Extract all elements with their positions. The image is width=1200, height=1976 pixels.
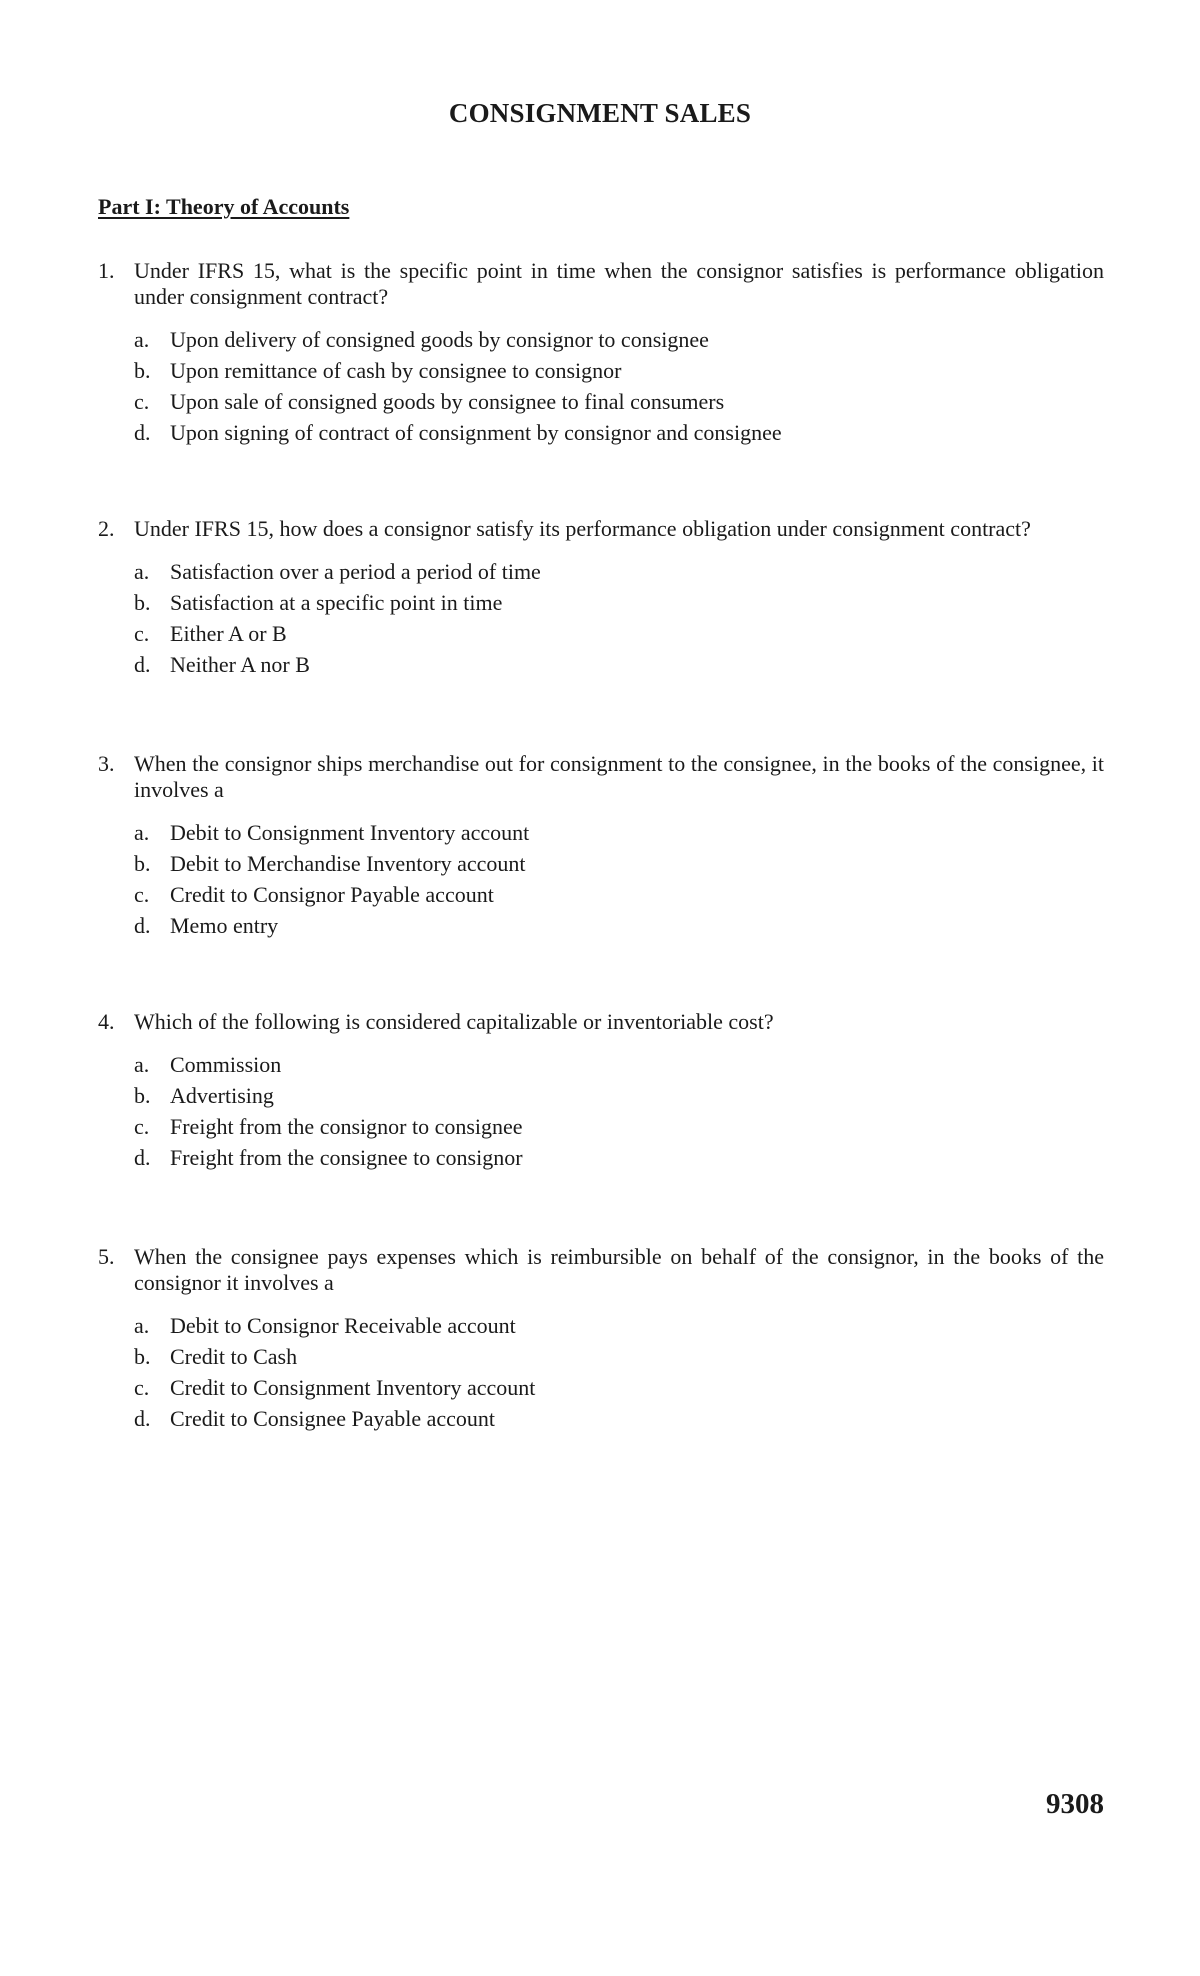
option-letter: b. (134, 851, 151, 876)
option-text: Satisfaction over a period a period of time (170, 559, 541, 584)
option-d (134, 417, 1104, 448)
option-letter: a. (134, 1052, 150, 1077)
answer-options (98, 1310, 1104, 1434)
option-text: Commission (170, 1052, 282, 1077)
option-a (134, 1310, 1104, 1341)
question-text: Under IFRS 15, what is the specific point in time when the consignor satisfies is performance obligation under consignment contract? (134, 258, 1104, 309)
option-text: Credit to Consignment Inventory account (170, 1375, 536, 1400)
question-number: 3. (98, 751, 115, 776)
question-text: When the consignee pays expenses which is reimbursible on behalf of the consignor, in the books of the consignor it involves a (134, 1244, 1104, 1295)
option-letter: d. (134, 913, 151, 938)
option-letter: b. (134, 358, 151, 383)
question-text: Under IFRS 15, how does a consignor satisfy its performance obligation under consignment contract? (134, 516, 1031, 541)
option-letter: a. (134, 327, 150, 352)
question-text: Which of the following is considered capitalizable or inventoriable cost? (134, 1009, 774, 1034)
option-d (134, 1403, 1104, 1434)
option-letter: c. (134, 389, 150, 414)
option-text: Freight from the consignor to consignee (170, 1114, 523, 1139)
part-heading: Part I: Theory of Accounts (98, 194, 350, 219)
option-a (134, 817, 1104, 848)
option-text: Credit to Consignee Payable account (170, 1406, 496, 1431)
option-text: Memo entry (170, 913, 279, 938)
option-letter: c. (134, 621, 150, 646)
option-letter: c. (134, 1114, 150, 1139)
option-letter: a. (134, 820, 150, 845)
option-d (134, 649, 1104, 680)
option-text: Advertising (170, 1083, 274, 1108)
option-text: Credit to Consignor Payable account (170, 882, 494, 907)
option-letter: a. (134, 559, 150, 584)
option-letter: c. (134, 1375, 150, 1400)
option-letter: c. (134, 882, 150, 907)
option-c (134, 1372, 1104, 1403)
option-a (134, 324, 1104, 355)
option-letter: b. (134, 1344, 151, 1369)
option-text: Upon remittance of cash by consignee to consignor (170, 358, 622, 383)
option-text: Debit to Consignor Receivable account (170, 1313, 516, 1338)
option-d (134, 1142, 1104, 1173)
question-5 (98, 1244, 1104, 1434)
question-text: When the consignor ships merchandise out for consignment to the consignee, in the books of the consignee, it involves a (134, 751, 1104, 802)
question-4 (98, 1009, 1104, 1173)
option-letter: d. (134, 1406, 151, 1431)
option-text: Neither A nor B (170, 652, 310, 677)
option-text: Credit to Cash (170, 1344, 298, 1369)
page-number: 9308 (1046, 1788, 1104, 1820)
option-text: Freight from the consignee to consignor (170, 1145, 523, 1170)
option-a (134, 556, 1104, 587)
option-text: Upon signing of contract of consignment by consignor and consignee (170, 420, 782, 445)
option-letter: d. (134, 420, 151, 445)
question-stem (98, 1009, 1104, 1035)
option-letter: b. (134, 590, 151, 615)
answer-options (98, 324, 1104, 448)
option-b (134, 1080, 1104, 1111)
answer-options (98, 817, 1104, 941)
answer-options (98, 556, 1104, 680)
option-c (134, 879, 1104, 910)
document-title: CONSIGNMENT SALES (448, 98, 752, 128)
option-b (134, 587, 1104, 618)
option-b (134, 1341, 1104, 1372)
option-c (134, 618, 1104, 649)
question-stem (98, 516, 1104, 542)
option-letter: b. (134, 1083, 151, 1108)
option-letter: d. (134, 652, 151, 677)
option-text: Either A or B (170, 621, 287, 646)
answer-options (98, 1049, 1104, 1173)
option-text: Upon delivery of consigned goods by consignor to consignee (170, 327, 709, 352)
option-letter: d. (134, 1145, 151, 1170)
question-number: 5. (98, 1244, 115, 1269)
option-text: Satisfaction at a specific point in time (170, 590, 503, 615)
question-stem (98, 751, 1104, 803)
question-number: 2. (98, 516, 115, 541)
question-number: 4. (98, 1009, 115, 1034)
option-c (134, 1111, 1104, 1142)
option-text: Debit to Merchandise Inventory account (170, 851, 526, 876)
question-number: 1. (98, 258, 115, 283)
question-3 (98, 751, 1104, 941)
option-c (134, 386, 1104, 417)
question-2 (98, 516, 1104, 680)
option-b (134, 355, 1104, 386)
option-b (134, 848, 1104, 879)
option-d (134, 910, 1104, 941)
option-text: Debit to Consignment Inventory account (170, 820, 530, 845)
question-1 (98, 258, 1104, 448)
option-letter: a. (134, 1313, 150, 1338)
question-stem (98, 1244, 1104, 1296)
option-a (134, 1049, 1104, 1080)
option-text: Upon sale of consigned goods by consignee to final consumers (170, 389, 725, 414)
question-stem (98, 258, 1104, 310)
